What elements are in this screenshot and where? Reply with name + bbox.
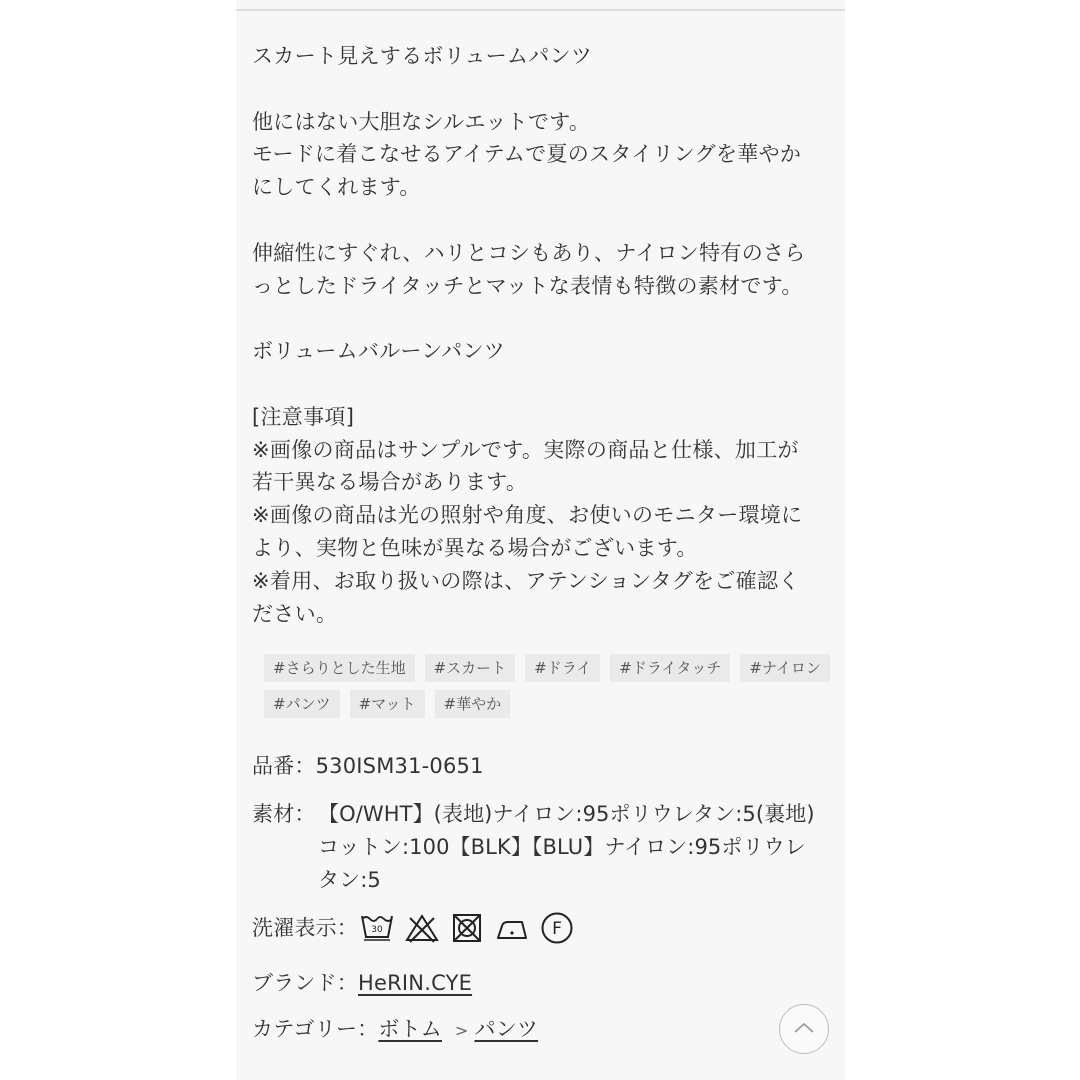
description-line: 伸縮性にすぐれ、ハリとコシもあり、ナイロン特有のさら (252, 240, 806, 265)
description-line: ださい。 (252, 601, 338, 626)
description-line: にしてくれます。 (252, 175, 421, 200)
tag-skirt[interactable]: #スカート (425, 654, 516, 682)
material-value (318, 798, 828, 897)
wash-temp-label: 30 (371, 925, 383, 935)
material-label: 素材： (252, 802, 316, 826)
description-line: スカート見えするボリュームパンツ (252, 44, 593, 68)
description-line: ※画像の商品は光の照射や角度、お使いのモニター環境に (252, 503, 803, 528)
item-number-value: 530ISM31-0651 (315, 754, 484, 778)
tag-dry[interactable]: #ドライ (525, 654, 600, 682)
wash-30-gentle-icon (360, 913, 394, 943)
notes-heading: [注意事項] (252, 404, 355, 429)
tag-sarari[interactable]: #さらりとした生地 (264, 654, 415, 682)
item-number-row (252, 750, 484, 783)
description-line: より、実物と色味が異なる場合がございます。 (252, 535, 698, 560)
tag-pants[interactable]: #パンツ (264, 690, 340, 718)
description-line: 他にはない大胆なシルエットです。 (252, 109, 591, 134)
description-line: ※着用、お取り扱いの際は、アテンションタグをご確認く (252, 568, 800, 593)
no-tumble-dry-icon (450, 913, 484, 943)
description-line: っとしたドライタッチとマットな表情も特徴の素材です。 (252, 273, 803, 298)
care-label: 洗濯表示： (252, 916, 358, 940)
brand-row (252, 967, 472, 1000)
description-line: ボリュームバルーンパンツ (252, 339, 506, 364)
scroll-to-top-button[interactable] (779, 1004, 829, 1054)
brand-label: ブランド： (252, 971, 358, 995)
product-description (252, 40, 832, 630)
breadcrumb-separator: > (454, 1021, 469, 1040)
category-label: カテゴリー： (252, 1017, 379, 1041)
brand-link[interactable]: HeRIN.CYE (358, 971, 473, 995)
chevron-up-icon (793, 1020, 815, 1036)
material-line: コットン:100【BLK】【BLU】ナイロン:95ポリウレ (318, 835, 806, 859)
iron-low-icon (495, 913, 529, 943)
description-line: モードに着こなせるアイテムで夏のスタイリングを華やか (252, 142, 802, 167)
care-icons (360, 911, 574, 945)
divider (236, 9, 845, 11)
no-bleach-icon (405, 913, 439, 943)
description-line: ※画像の商品はサンプルです。実際の商品と仕様、加工が (252, 437, 799, 462)
dry-clean-f-icon (540, 911, 574, 945)
dry-clean-letter: F (552, 919, 562, 939)
category-row (252, 1013, 538, 1047)
description-line: 若干異なる場合があります。 (252, 470, 528, 495)
tag-list (264, 654, 844, 718)
category-link-bottoms[interactable]: ボトム (378, 1017, 442, 1041)
tag-nylon[interactable]: #ナイロン (740, 654, 830, 682)
category-link-pants[interactable]: パンツ (474, 1017, 539, 1041)
tag-hanayaka[interactable]: #華やか (435, 690, 511, 718)
tag-dry-touch[interactable]: #ドライタッチ (610, 654, 730, 682)
material-line: タン:5 (318, 868, 381, 892)
material-line: 【O/WHT】(表地)ナイロン:95ポリウレタン:5(裏地) (318, 802, 815, 826)
tag-matte[interactable]: #マット (350, 690, 425, 718)
item-number-label: 品番： (252, 754, 316, 778)
